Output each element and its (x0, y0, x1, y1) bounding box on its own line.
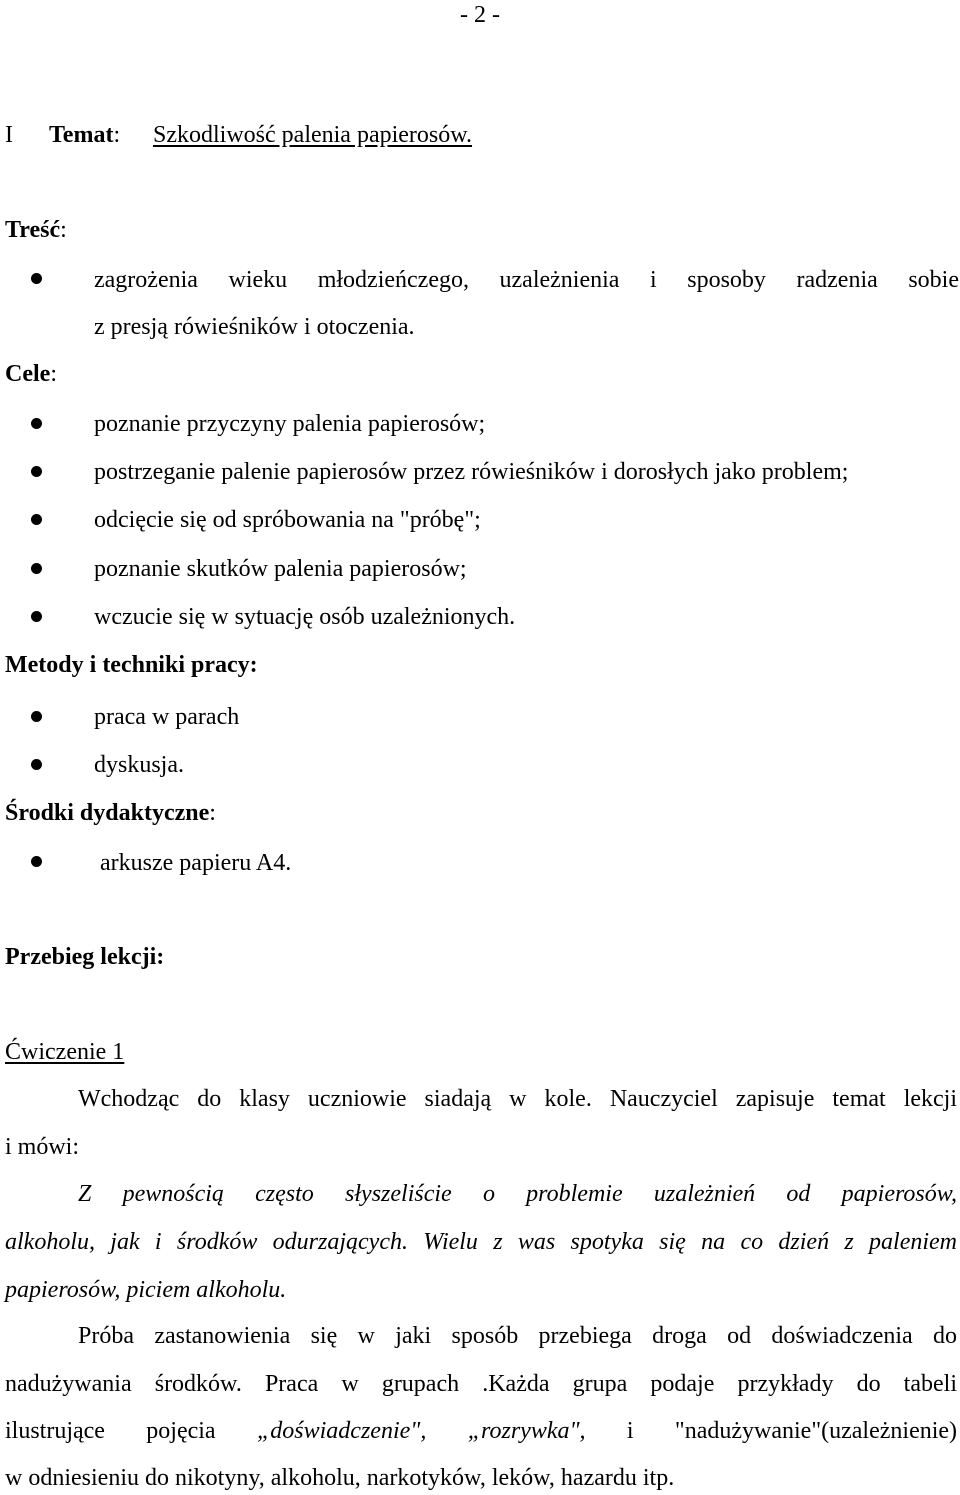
srodki-colon: : (209, 800, 216, 826)
quote-line: Z pewnością często słyszeliście o problemie uzależnień od papierosów, (78, 1181, 957, 1207)
bullet-icon (31, 711, 42, 722)
page-number: - 2 - (460, 2, 500, 28)
cele-label: Cele (5, 361, 51, 387)
bullet-icon (31, 466, 42, 477)
bullet-icon (31, 611, 42, 622)
bullet-icon (31, 563, 42, 574)
temat-value: Szkodliwość palenia papierosów. (153, 122, 473, 148)
cele-colon: : (50, 361, 57, 387)
bullet-icon (31, 514, 42, 525)
cele-item: poznanie skutków palenia papierosów; (94, 556, 467, 582)
przebieg-heading: Przebieg lekcji: (5, 944, 165, 970)
temat-colon: : (113, 122, 121, 148)
term-doswiadczenie: „doświadczenie", (256, 1418, 427, 1444)
temat-label: Temat (49, 122, 114, 148)
cele-heading (5, 362, 57, 386)
cele-item: postrzeganie palenie papierosów przez rówieśników i dorosłych jako problem; (94, 459, 849, 485)
srodki-item: arkusze papieru A4. (100, 850, 292, 876)
cwiczenie-title: Ćwiczenie 1 (5, 1039, 125, 1065)
bullet-icon (31, 418, 42, 429)
paragraph-text: ilustrujące pojęcia (5, 1418, 216, 1444)
bullet-icon (31, 856, 42, 867)
tresc-item: zagrożenia wieku młodzieńczego, uzależnienia i sposoby radzenia sobie (94, 267, 959, 293)
paragraph-line: nadużywania środków. Praca w grupach .Każda grupa podaje przykłady do tabeli (5, 1371, 957, 1397)
paragraph-text: i (626, 1418, 634, 1444)
tresc-colon: : (60, 217, 67, 243)
term-naduzywanie: "nadużywanie"(uzależnienie) (674, 1418, 958, 1444)
paragraph-line-mixed (5, 1419, 957, 1443)
cwiczenie-intro-cont: i mówi: (5, 1134, 80, 1160)
metody-item: dyskusja. (94, 752, 184, 778)
paragraph-line: Próba zastanowienia się w jaki sposób przebiega droga od doświadczenia do (78, 1323, 957, 1349)
quote-line: papierosów, piciem alkoholu. (5, 1277, 287, 1303)
cele-item: poznanie przyczyny palenia papierosów; (94, 411, 486, 437)
srodki-heading (5, 801, 216, 825)
tresc-label: Treść (5, 217, 61, 243)
bullet-icon (31, 273, 42, 284)
tresc-heading (5, 218, 67, 242)
term-rozrywka: „rozrywka", (467, 1418, 586, 1444)
metody-item: praca w parach (94, 704, 240, 730)
cwiczenie-intro: Wchodząc do klasy uczniowie siadają w kole. Nauczyciel zapisuje temat lekcji (78, 1086, 957, 1112)
temat-heading (49, 123, 120, 147)
temat-roman: I (5, 122, 13, 148)
srodki-label: Środki dydaktyczne (5, 800, 210, 826)
paragraph-line: w odniesieniu do nikotyny, alkoholu, narkotyków, leków, hazardu itp. (5, 1465, 675, 1491)
cele-item: odcięcie się od spróbowania na "próbę"; (94, 507, 481, 533)
metody-heading: Metody i techniki pracy: (5, 652, 258, 678)
bullet-icon (31, 759, 42, 770)
cele-item: wczucie się w sytuację osób uzależnionych. (94, 604, 516, 630)
quote-line: alkoholu, jak i środków odurzających. Wielu z was spotyka się na co dzień z paleniem (5, 1229, 957, 1255)
tresc-item-continuation: z presją rówieśników i otoczenia. (94, 314, 415, 340)
